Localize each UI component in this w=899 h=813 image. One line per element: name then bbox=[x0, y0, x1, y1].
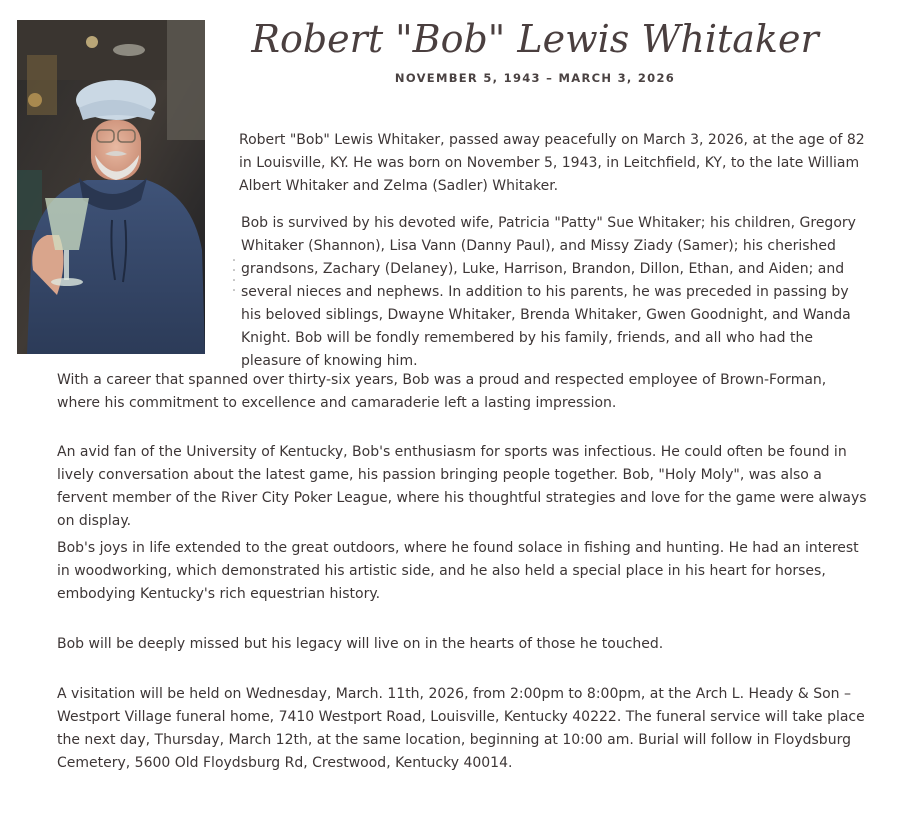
obituary-paragraph-hobbies: Bob's joys in life extended to the great outdoors, where he found solace in fishing and hunting. He had an interest in woodworking, which demonstrated his artistic side, and he also held a special place in his heart for horses, embodying Kentucky's rich equestrian history. bbox=[57, 540, 859, 602]
divider-dots bbox=[232, 258, 236, 298]
life-dates: NOVEMBER 5, 1943 – MARCH 3, 2026 bbox=[394, 71, 676, 85]
obituary-paragraph-survivors: Bob is survived by his devoted wife, Patricia "Patty" Sue Whitaker; his children, Gregory Whitaker (Shannon), Lisa Vann (Danny Paul), and Missy Ziady (Samer); his cherished grandsons, Zachary (Delaney), Luke, Harrison, Brandon, Dillon, Ethan, and Aiden; and several nieces and nephews. In addition to his parents, he was preceded in passing by his beloved siblings, Dwayne Whitaker, Brenda Whitaker, Gwen Goodnight, and Wanda Knight. Bob will be fondly remembered by his family, friends, and all who had the pleasure of knowing him. bbox=[241, 215, 856, 369]
obituary-paragraph-legacy: Bob will be deeply missed but his legacy will live on in the hearts of those he touched. bbox=[57, 636, 664, 652]
obituary-paragraph-intro: Robert "Bob" Lewis Whitaker, passed away peacefully on March 3, 2026, at the age of 82 in Louisville, KY. He was born on November 5, 1943, in Leitchfield, KY, to the late William Albert Whitaker and Zelma (Sadler) Whitaker. bbox=[239, 132, 865, 194]
portrait-photo bbox=[17, 20, 205, 354]
obituary-paragraph-career: With a career that spanned over thirty-six years, Bob was a proud and respected employee of Brown-Forman, where his commitment to excellence and camaraderie left a lasting impression. bbox=[57, 372, 827, 411]
deceased-name: Robert "Bob" Lewis Whitaker bbox=[251, 17, 819, 61]
obituary-paragraph-services: A visitation will be held on Wednesday, March. 11th, 2026, from 2:00pm to 8:00pm, at the Arch L. Heady & Son – Westport Village funeral home, 7410 Westport Road, Louisville, Kentucky 40222. The funeral service will take place the next day, Thursday, March 12th, at the same location, beginning at 10:00 am. Burial will follow in Floydsburg Cemetery, 5600 Old Floydsburg Rd, Crestwood, Kentucky 40014. bbox=[57, 686, 865, 771]
obituary-paragraph-sports: An avid fan of the University of Kentucky, Bob's enthusiasm for sports was infectious. He could often be found in lively conversation about the latest game, his passion bringing people together. Bob, "Holy Moly", was also a fervent member of the River City Poker League, where his thoughtful strategies and love for the game were always on display. bbox=[57, 444, 867, 529]
